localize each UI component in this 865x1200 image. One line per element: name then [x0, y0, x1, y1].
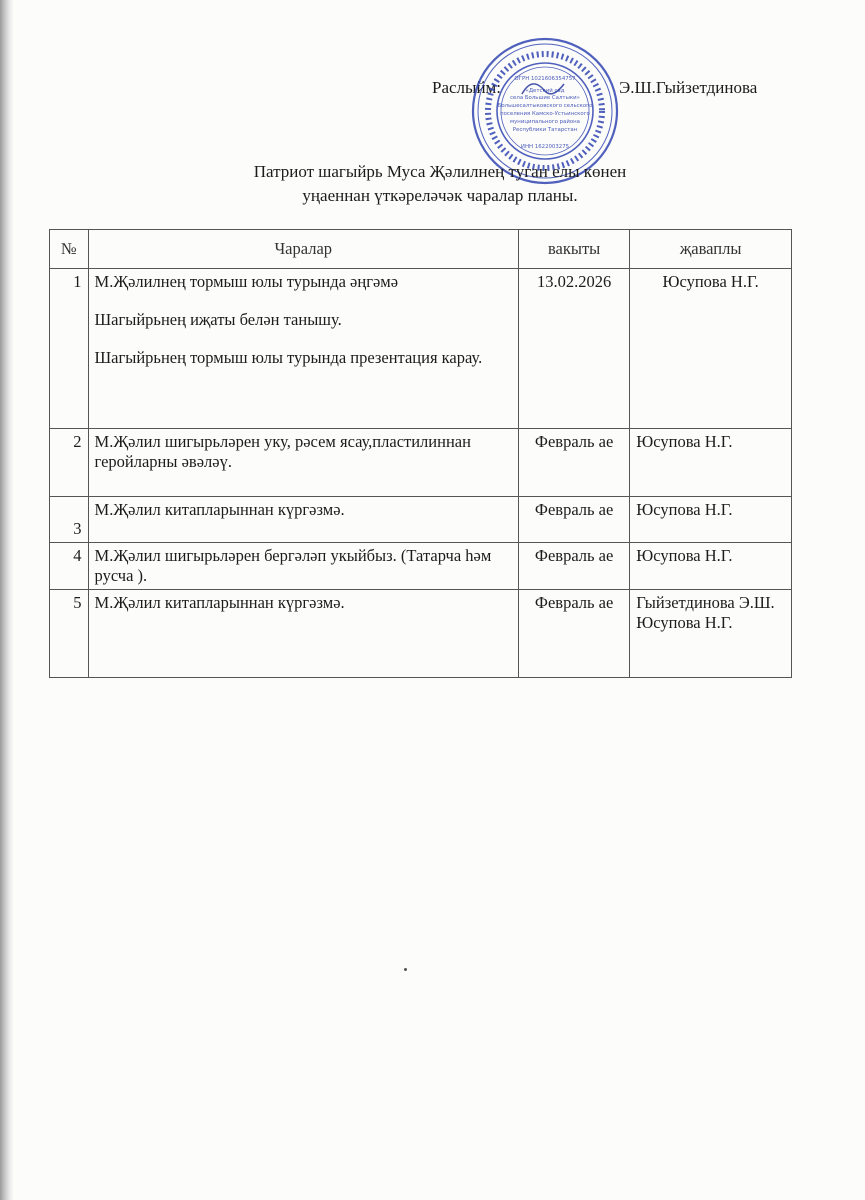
document-title	[150, 160, 730, 208]
svg-text:поселения Камско-Устьинского: поселения Камско-Устьинского	[500, 111, 590, 117]
event-item: М.Җәлил шигырьләрен бергәләп укыйбыз. (Татарча һәм русча ).	[94, 546, 492, 585]
row-number: 4	[50, 543, 89, 590]
row-number: 3	[50, 497, 89, 543]
row-number: 1	[50, 269, 89, 429]
row-responsible	[630, 590, 792, 678]
svg-text:Большесалтыковского сельского: Большесалтыковского сельского	[497, 103, 593, 109]
table-row	[50, 269, 792, 429]
row-responsible	[630, 497, 792, 543]
responsible-person: Юсупова Н.Г.	[636, 546, 733, 565]
event-item: М.Җәлил китапларыннан күргәзмә.	[94, 593, 345, 612]
svg-text:ИНН 1622003275: ИНН 1622003275	[520, 144, 570, 150]
title-line-1: Патриот шагыйрь Муса Җәлилнең туган елы көнен	[253, 162, 627, 181]
responsible-person: Юсупова Н.Г.	[636, 500, 733, 519]
responsible-person: Юсупова Н.Г.	[636, 613, 733, 632]
event-item: М.Җәлил шигырьләрен уку, рәсем ясау,пластилиннан геройларны әвәләү.	[94, 432, 471, 471]
responsible-person: Гыйзетдинова Э.Ш.	[636, 593, 775, 612]
row-events	[88, 269, 518, 429]
row-date: Февраль ае	[518, 590, 629, 678]
approval-label: Раслыйм:	[432, 78, 502, 97]
events-plan-table	[49, 229, 792, 678]
table-header-row	[50, 230, 792, 269]
header-responsible: җаваплы	[630, 230, 792, 269]
row-date: Февраль ае	[518, 543, 629, 590]
row-events	[88, 429, 518, 497]
row-number: 5	[50, 590, 89, 678]
row-date: 13.02.2026	[518, 269, 629, 429]
event-item: М.Җәлил китапларыннан күргәзмә.	[94, 500, 345, 519]
scan-edge	[0, 0, 14, 1200]
responsible-person: Юсупова Н.Г.	[662, 272, 759, 291]
svg-text:ОГРН 1021606354757: ОГРН 1021606354757	[514, 76, 576, 82]
table-row	[50, 543, 792, 590]
header-number: №	[50, 230, 89, 269]
table-row	[50, 429, 792, 497]
row-responsible	[630, 429, 792, 497]
row-events	[88, 543, 518, 590]
title-line-2: уңаеннан үткәреләчәк чаралар планы.	[302, 186, 578, 205]
svg-text:муниципального района: муниципального района	[510, 119, 580, 125]
responsible-person: Юсупова Н.Г.	[636, 432, 733, 451]
row-date: Февраль ае	[518, 497, 629, 543]
svg-text:Республики Татарстан: Республики Татарстан	[512, 127, 578, 133]
event-item: М.Җәлилнең тормыш юлы турында әңгәмә	[94, 272, 399, 291]
header-date: вакыты	[518, 230, 629, 269]
row-events	[88, 590, 518, 678]
row-date: Февраль ае	[518, 429, 629, 497]
row-responsible	[630, 543, 792, 590]
svg-text:«Детский сад: «Детский сад	[525, 88, 565, 94]
header-events: Чаралар	[88, 230, 518, 269]
approval-name: Э.Ш.Гыйзетдинова	[619, 78, 758, 97]
svg-text:села Большие Салтыки»: села Большие Салтыки»	[510, 95, 580, 101]
row-number: 2	[50, 429, 89, 497]
scan-speck	[404, 968, 407, 971]
row-events	[88, 497, 518, 543]
table-row	[50, 497, 792, 543]
event-item: Шагыйрьнең тормыш юлы турында презентация карау.	[94, 348, 483, 367]
table-row	[50, 590, 792, 678]
row-responsible	[630, 269, 792, 429]
event-item: Шагыйрьнең иҗаты белән танышу.	[94, 310, 342, 329]
